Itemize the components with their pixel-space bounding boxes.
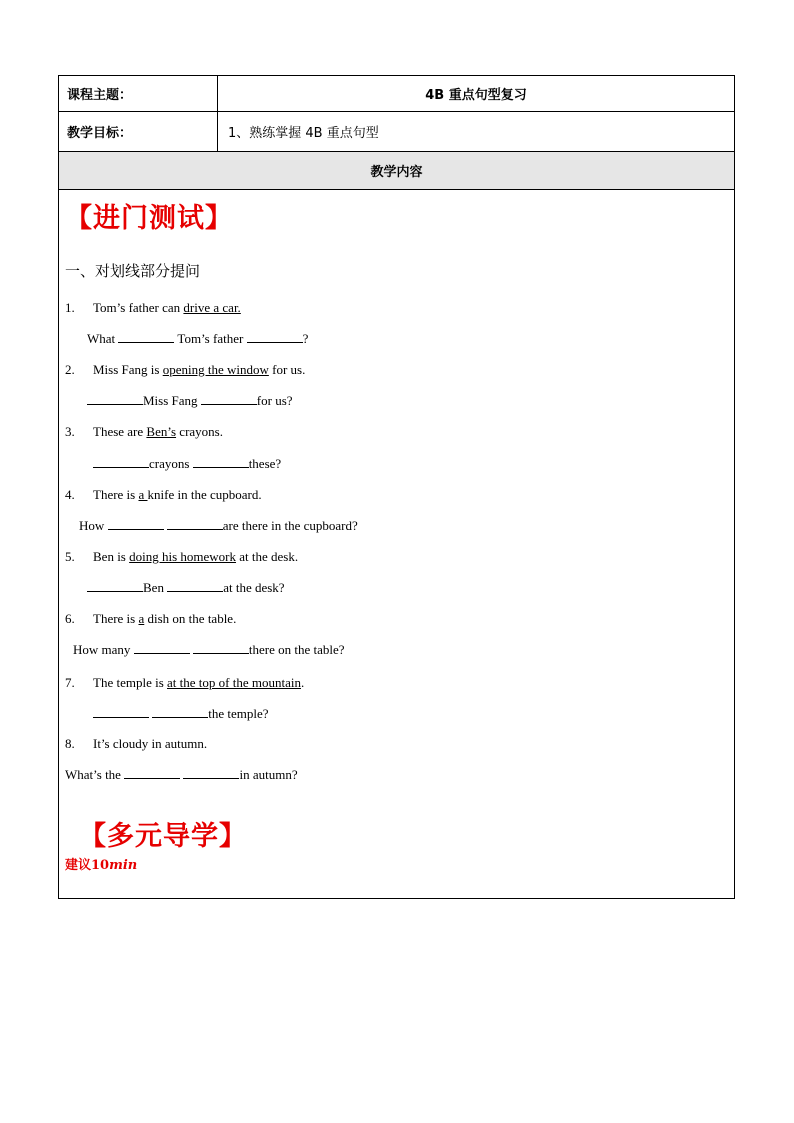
- answer-prefix: How: [79, 518, 108, 533]
- question-1: [65, 300, 241, 316]
- answer-suffix: there on the table?: [248, 642, 345, 657]
- question-3: [65, 424, 223, 440]
- underlined-part: doing his homework: [129, 549, 237, 564]
- answer-suffix: for us?: [256, 393, 293, 408]
- question-number: 2.: [65, 362, 75, 377]
- answer-prefix: What: [87, 331, 119, 346]
- answer-blank[interactable]: [183, 768, 239, 779]
- answer-blank[interactable]: [247, 332, 303, 343]
- entry-test-title: 【进门测试】: [65, 203, 233, 234]
- underlined-part: opening the window: [162, 362, 269, 377]
- answer-middle: Ben: [143, 580, 168, 595]
- question-text-end: .: [300, 675, 305, 690]
- answer-middle: Tom’s father: [174, 331, 247, 346]
- goal-row: [59, 112, 734, 152]
- goal-value: 1、熟练掌握 4B 重点句型: [228, 126, 379, 141]
- answer-line-5: [87, 580, 285, 596]
- question-text: Tom’s father can: [93, 300, 184, 315]
- answer-prefix: How many: [73, 642, 134, 657]
- question-text: The temple is: [93, 675, 168, 690]
- underlined-part: a: [138, 611, 145, 626]
- answer-blank[interactable]: [134, 643, 190, 654]
- suggested-time-text: 建议10: [65, 858, 110, 873]
- question-number: 7.: [65, 675, 75, 690]
- question-number: 5.: [65, 549, 75, 564]
- question-text: It’s cloudy in autumn.: [93, 736, 208, 751]
- answer-blank[interactable]: [193, 643, 249, 654]
- question-2: [65, 362, 305, 378]
- question-text: There is: [93, 487, 139, 502]
- answer-line-8: [65, 767, 298, 783]
- answer-line-4: [79, 518, 358, 534]
- question-text-end: knife in the cupboard.: [147, 487, 262, 502]
- question-4: [65, 487, 262, 503]
- question-text: Miss Fang is: [93, 362, 163, 377]
- question-number: 4.: [65, 487, 75, 502]
- lesson-table: [58, 75, 735, 899]
- answer-suffix: are there in the cupboard?: [222, 518, 358, 533]
- answer-suffix: these?: [248, 456, 282, 471]
- question-8: [65, 736, 207, 752]
- answer-blank[interactable]: [152, 707, 208, 718]
- guide-title: 【多元导学】: [79, 821, 247, 852]
- topic-label: 课程主题：: [59, 76, 218, 111]
- underlined-part: at the top of the mountain: [167, 675, 301, 690]
- answer-middle: crayons: [149, 456, 193, 471]
- topic-value: 4B 重点句型复习: [425, 88, 527, 103]
- answer-blank[interactable]: [87, 581, 143, 592]
- question-5: [65, 549, 298, 565]
- question-7: [65, 675, 304, 691]
- goal-label: 教学目标：: [59, 112, 218, 151]
- suggested-time-unit: min: [109, 858, 138, 873]
- answer-blank[interactable]: [118, 332, 174, 343]
- answer-line-3: [93, 456, 281, 472]
- answer-blank[interactable]: [167, 581, 223, 592]
- answer-line-2: [87, 393, 293, 409]
- answer-suffix: in autumn?: [239, 767, 298, 782]
- answer-blank[interactable]: [93, 707, 149, 718]
- answer-blank[interactable]: [93, 457, 149, 468]
- answer-suffix: ?: [302, 331, 309, 346]
- underlined-part: Ben’s: [146, 424, 177, 439]
- section-title: 一、对划线部分提问: [65, 262, 201, 280]
- answer-blank[interactable]: [108, 519, 164, 530]
- answer-blank[interactable]: [193, 457, 249, 468]
- question-text-end: crayons.: [176, 424, 223, 439]
- answer-blank[interactable]: [201, 394, 257, 405]
- question-text-end: for us.: [268, 362, 306, 377]
- suggested-time: [65, 854, 137, 873]
- answer-prefix: What’s the: [65, 767, 125, 782]
- question-text-end: dish on the table.: [144, 611, 237, 626]
- underlined-part: drive a car.: [183, 300, 241, 315]
- question-6: [65, 611, 236, 627]
- question-number: 8.: [65, 736, 75, 751]
- answer-blank[interactable]: [167, 519, 223, 530]
- answer-line-6: [73, 642, 345, 658]
- answer-suffix: the temple?: [208, 706, 269, 721]
- question-text-end: at the desk.: [236, 549, 299, 564]
- answer-blank[interactable]: [87, 394, 143, 405]
- question-text: There is: [93, 611, 139, 626]
- question-text: Ben is: [93, 549, 130, 564]
- answer-middle: Miss Fang: [143, 393, 201, 408]
- topic-row: [59, 76, 734, 112]
- answer-line-1: [87, 331, 308, 347]
- question-number: 6.: [65, 611, 75, 626]
- underlined-part: a: [138, 487, 148, 502]
- question-number: 1.: [65, 300, 75, 315]
- answer-blank[interactable]: [124, 768, 180, 779]
- content-label: 教学内容: [370, 165, 423, 180]
- content-area: [59, 190, 734, 898]
- question-text: These are: [93, 424, 147, 439]
- answer-suffix: at the desk?: [223, 580, 285, 595]
- content-header-row: [59, 152, 734, 190]
- answer-line-7: [93, 706, 269, 722]
- question-number: 3.: [65, 424, 75, 439]
